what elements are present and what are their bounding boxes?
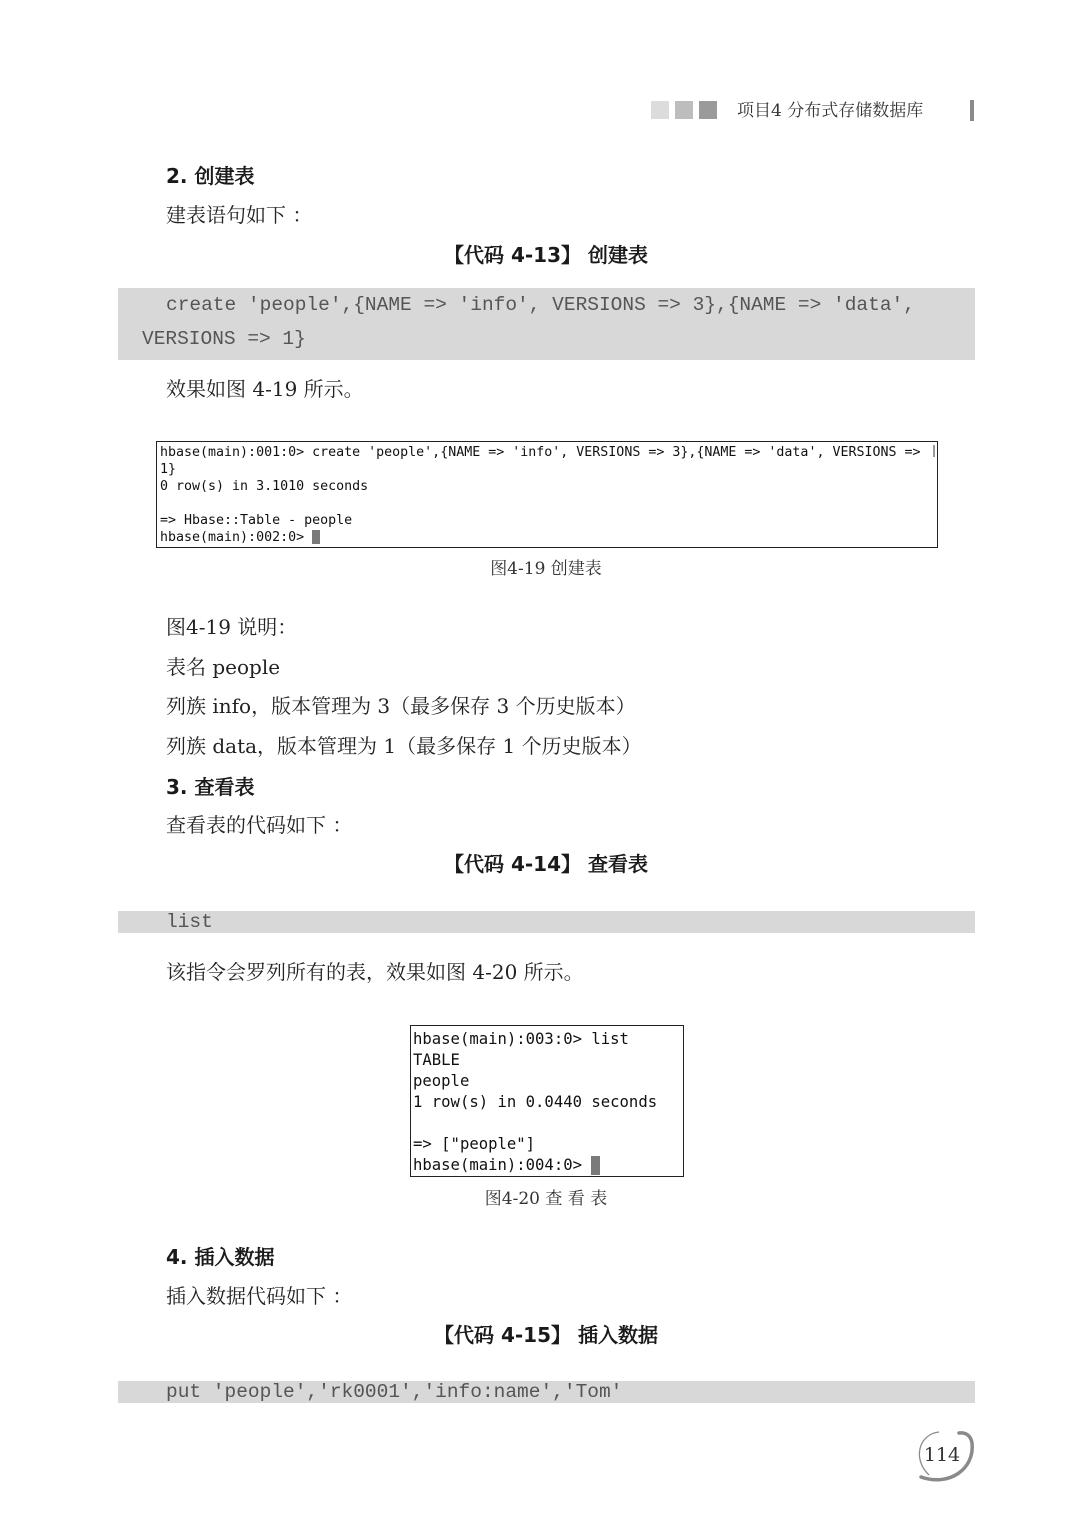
- terminal-line: [160, 495, 937, 512]
- terminal-screenshot-4-19: [156, 441, 938, 548]
- note-line: 列族 info，版本管理为 3（最多保存 3 个历史版本）: [166, 694, 636, 718]
- terminal-line: hbase(main):003:0> list: [413, 1030, 629, 1048]
- section-heading-list: 3. 查看表: [166, 775, 255, 799]
- section-heading-create: 2. 创建表: [166, 164, 255, 188]
- terminal-cursor: [312, 530, 320, 544]
- terminal-line: people: [413, 1072, 470, 1090]
- note-line: 图4-19 说明：: [166, 615, 298, 639]
- code-caption-4-15: 【代码 4-15】 插入数据: [434, 1323, 658, 1347]
- terminal-line: [413, 1113, 683, 1134]
- terminal-line: 0 row(s) in 3.1010 seconds: [160, 479, 369, 494]
- section-heading-put: 4. 插入数据: [166, 1245, 275, 1269]
- note-line: 列族 data，版本管理为 1（最多保存 1 个历史版本）: [166, 734, 642, 758]
- code-line: VERSIONS => 1}: [142, 328, 306, 350]
- header-square-dark: [699, 101, 717, 119]
- page-number: 114: [923, 1444, 961, 1466]
- terminal-prompt: hbase(main):002:0>: [160, 530, 313, 545]
- figure-caption-4-20: 图4-20 查 看 表: [484, 1189, 608, 1209]
- note-line: 表名 people: [166, 655, 281, 679]
- section-intro-list: 查看表的代码如下 ：: [166, 813, 353, 837]
- header-square-light: [651, 101, 669, 119]
- terminal-line: 1 row(s) in 0.0440 seconds: [413, 1093, 658, 1111]
- figure-caption-4-19: 图4-19 创建表: [490, 559, 602, 579]
- terminal-line: TABLE: [413, 1051, 460, 1069]
- terminal-line: hbase(main):001:0> create 'people',{NAME => 'info', VERSIONS => 3},{NAME => 'data', VERSIONS =>: [160, 445, 921, 460]
- section-intro-create: 建表语句如下 ：: [166, 203, 313, 227]
- code-line: create 'people',{NAME => 'info', VERSIONS => 3},{NAME => 'data',: [166, 294, 915, 316]
- code-block-4-15: [118, 1381, 975, 1403]
- terminal-prompt-line: [160, 529, 937, 546]
- running-title: 项目4 分布式存储数据库: [737, 101, 924, 121]
- terminal-line: 1}: [160, 462, 177, 477]
- code-caption-4-13: 【代码 4-13】 创建表: [444, 243, 648, 267]
- section-intro-put: 插入数据代码如下 ：: [166, 1284, 353, 1308]
- code-line: put 'people','rk0001','info:name','Tom': [166, 1381, 623, 1403]
- terminal-screenshot-4-20: [410, 1025, 684, 1177]
- terminal-cursor: [591, 1156, 600, 1175]
- code-block-4-13: [118, 288, 975, 360]
- terminal-prompt-line: [413, 1155, 683, 1176]
- code-caption-4-14: 【代码 4-14】 查看表: [444, 852, 648, 876]
- terminal-line: => Hbase::Table - people: [160, 513, 353, 528]
- result-text-4-20: 该指令会罗列所有的表，效果如图 4-20 所示。: [166, 960, 584, 984]
- code-block-4-14: [118, 911, 975, 933]
- header-divider-bar: [970, 100, 974, 121]
- terminal-prompt: hbase(main):004:0>: [413, 1156, 592, 1174]
- truncation-mark: [933, 445, 935, 457]
- header-square-medium: [675, 101, 693, 119]
- code-line: list: [166, 911, 213, 933]
- terminal-line: => ["people"]: [413, 1135, 536, 1153]
- result-text-4-19: 效果如图 4-19 所示。: [166, 377, 364, 401]
